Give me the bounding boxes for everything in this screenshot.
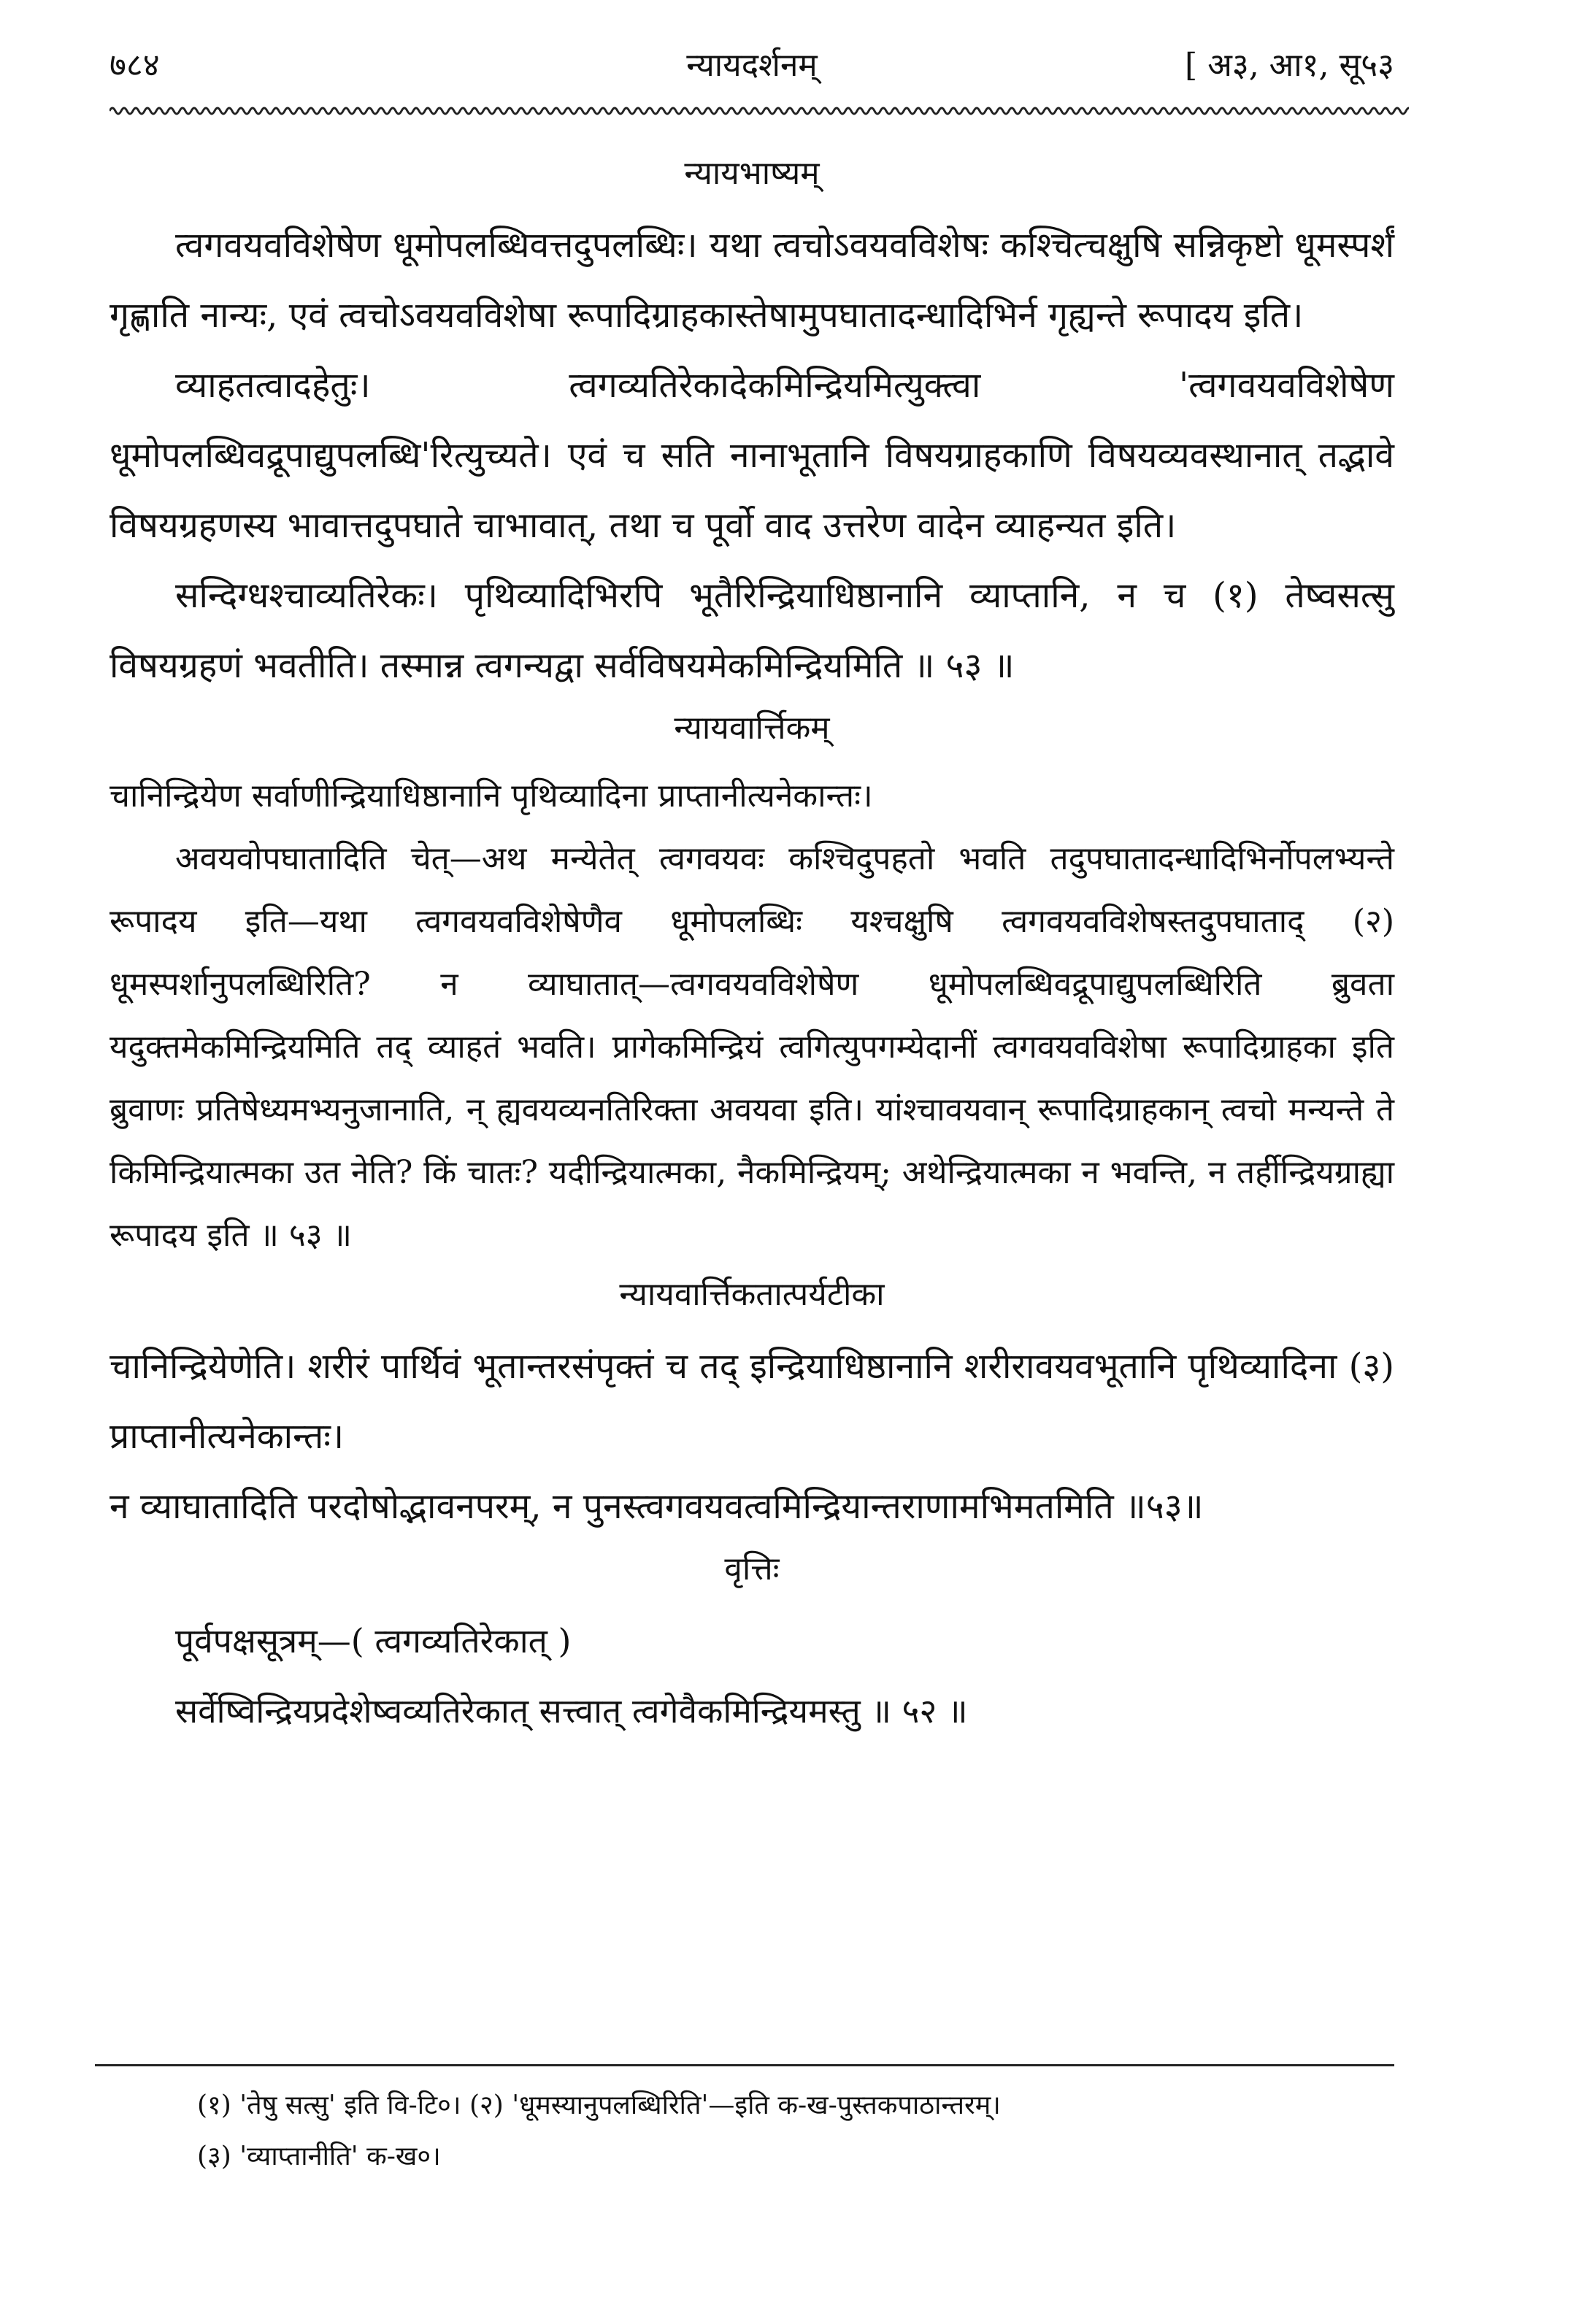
running-title: न्यायदर्शनम्: [686, 47, 818, 84]
footnote-divider: [95, 2064, 1394, 2066]
page-number: ७८४: [109, 47, 160, 84]
wavy-rule: [109, 102, 1409, 120]
footnotes: [197, 2080, 1394, 2182]
chapter-reference: [ अ३, आ१, सू५३: [1185, 47, 1394, 84]
bhashya-paragraph-2: व्याहतत्वादहेतुः। त्वगव्यतिरेकादेकमिन्द्रियमित्युक्त्वा 'त्वगवयवविशेषेण धूमोपलब्धिवद्रूपाद्युपलब्धि'रित्युच्यते। एवं च सति नानाभूतानि विषयग्राहकाणि विषयव्यवस्थानात् तद्भावे विषयग्रहणस्य भावात्तदुपघाते चाभावात्, तथा च पूर्वो वाद उत्तरेण वादेन व्याहन्यत इति।: [109, 365, 1394, 546]
varttika-heading: न्यायवार्त्तिकम्: [674, 709, 830, 747]
bhashya-heading: न्यायभाष्यम्: [684, 155, 820, 192]
varttika-paragraph-2: अवयवोपघातादिति चेत्—अथ मन्येतेत् त्वगवयवः कश्चिदुपहतो भवति तदुपघातादन्धादिभिर्नोपलभ्यन्ते रूपादय इति—यथा त्वगवयवविशेषेणैव धूमोपलब्धिः यश्चक्षुषि त्वगवयवविशेषस्तदुपघाताद् (२) धूमस्पर्शानुपलब्धिरिति? न व्याघातात्—त्वगवयवविशेषेण धूमोपलब्धिवद्रूपाद्युपलब्धिरिति ब्रुवता यदुक्तमेकमिन्द्रियमिति तद् व्याहतं भवति। प्रागेकमिन्द्रियं त्वगित्युपगम्येदानीं त्वगवयवविशेषा रूपादिग्राहका इति ब्रुवाणः प्रतिषेध्यमभ्यनुजानाति, न् ह्यवयव्यनतिरिक्ता अवयवा इति। यांश्चावयवान् रूपादिग्राहकान् त्वचो मन्यन्ते ते किमिन्द्रियात्मका उत नेति? किं चातः? यदीन्द्रियात्मका, नैकमिन्द्रियम्; अथेन्द्रियात्मका न भवन्ति, न तर्हीन्द्रियग्राह्या रूपादय इति ॥ ५३ ॥: [109, 840, 1394, 1254]
vritti-line-2: सर्वेष्विन्द्रियप्रदेशेष्वव्यतिरेकात् सत्त्वात् त्वगेवैकमिन्द्रियमस्तु ॥ ५२ ॥: [175, 1691, 968, 1731]
tika-paragraph-2: न व्याघातादिति परदोषोद्भावनपरम्, न पुनस्त्वगवयवत्वमिन्द्रियान्तराणामभिमतमिति ॥५३॥: [109, 1486, 1204, 1527]
bhashya-paragraph-1: त्वगवयवविशेषेण धूमोपलब्धिवत्तदुपलब्धिः। यथा त्वचोऽवयवविशेषः कश्चित्चक्षुषि सन्निकृष्टो धूमस्पर्शं गृह्णाति नान्यः, एवं त्वचोऽवयवविशेषा रूपादिग्राहकास्तेषामुपघातादन्धादिभिर्न गृह्यन्ते रूपादय इति।: [109, 225, 1394, 336]
footnote-line-2: (३) 'व्याप्तानीति' क-ख०।: [197, 2142, 441, 2171]
bhashya-paragraph-3: सन्दिग्धश्चाव्यतिरेकः। पृथिव्यादिभिरपि भूतैरिन्द्रियाधिष्ठानानि व्याप्तानि, न च (१) तेष्वसत्सु विषयग्रहणं भवतीति। तस्मान्न त्वगन्यद्वा सर्वविषयमेकमिन्द्रियमिति ॥ ५३ ॥: [109, 575, 1394, 686]
tika-paragraph-1: चानिन्द्रियेणेति। शरीरं पार्थिवं भूतान्तरसंपृक्तं च तद् इन्द्रियाधिष्ठानानि शरीरावयवभूतानि पृथिव्यादिना (३) प्राप्तानीत्यनेकान्तः।: [109, 1346, 1394, 1457]
vritti-line-1: पूर्वपक्षसूत्रम्—( त्वगव्यतिरेकात् ): [175, 1621, 572, 1661]
running-head: [109, 36, 1394, 95]
varttika-paragraph-1: चानिन्द्रियेण सर्वाणीन्द्रियाधिष्ठानानि पृथिव्यादिना प्राप्तानीत्यनेकान्तः।: [109, 777, 873, 815]
tika-heading: न्यायवार्त्तिकतात्पर्यटीका: [619, 1276, 885, 1313]
vritti-heading: वृत्तिः: [724, 1550, 780, 1588]
footnote-line-1: (१) 'तेषु सत्सु' इति वि-टि०। (२) 'धूमस्यानुपलब्धिरिति'—इति क-ख-पुस्तकपाठान्तरम्।: [197, 2090, 1001, 2120]
page-body: [109, 146, 1394, 1746]
